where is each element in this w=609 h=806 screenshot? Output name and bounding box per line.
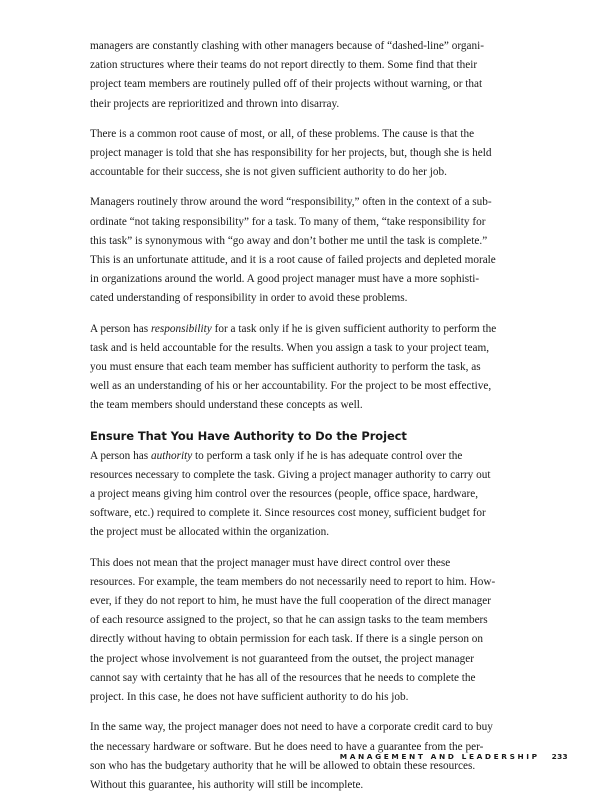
body-paragraph	[90, 125, 528, 183]
text-line: this task” is synonymous with “go away and don’t bother me until the task is complete.”	[90, 234, 488, 247]
text-line: project team members are routinely pulled off of their projects without warning, or that	[90, 78, 483, 91]
text-line: their projects are reprioritized and thrown into disarray.	[90, 97, 340, 110]
text-line: This does not mean that the project manager must have direct control over these	[90, 556, 451, 569]
section-heading: Ensure That You Have Authority to Do the Project	[90, 428, 407, 443]
text-line: of each resource assigned to the project, so that he can assign tasks to the team members	[90, 614, 488, 627]
text-line: task and is held accountable for the results. When you assign a task to your project team,	[90, 341, 490, 354]
responsibility-paragraph	[90, 320, 528, 416]
text-line: cannot say with certainty that he has all of the resources that he needs to complete the	[90, 671, 476, 684]
text-run: A person has	[90, 322, 151, 335]
text-line: zation structures where their teams do not report directly to them. Some find that their	[90, 59, 478, 72]
body-paragraph	[90, 193, 528, 308]
text-line: the project whose involvement is not guaranteed from the outset, the project manager	[90, 652, 474, 665]
text-line: managers are constantly clashing with other managers because of “dashed-line” organi-	[90, 40, 485, 52]
page-number: 233	[551, 752, 568, 761]
text-line: resources. For example, the team members do not necessarily need to report to him. How-	[90, 575, 496, 588]
emphasized-term: authority	[150, 449, 193, 462]
text-line: you must ensure that each team member has sufficient authority to perform the task, as	[90, 361, 481, 374]
text-line: This is an unfortunate attitude, and it is a root cause of failed projects and depleted morale	[90, 254, 496, 267]
text-line: ever, if they do not report to him, he must have the full cooperation of the direct manager	[90, 595, 491, 608]
page-body	[90, 37, 528, 806]
body-paragraph	[90, 37, 528, 114]
text-line: well as an understanding of his or her accountability. For the project to be most effective,	[90, 380, 492, 393]
text-line: There is a common root cause of most, or all, of these problems. The cause is that the	[90, 127, 475, 140]
text-line: accountable for their success, she is not given sufficient authority to do her job.	[90, 166, 447, 179]
text-line: ordinate “not taking responsibility” for a task. To many of them, “take responsibility for	[90, 215, 486, 228]
text-line: project manager is told that she has responsibility for her projects, but, though she is held	[90, 147, 492, 160]
text-line: Without this guarantee, his authority will still be incomplete.	[90, 778, 364, 791]
text-run: for a task only if he is given sufficient authority to perform the	[211, 322, 497, 335]
text-line: son who has the budgetary authority that he will be allowed to obtain these resources.	[90, 759, 476, 772]
text-line: in organizations around the world. A good project manager must have a more sophisti-	[90, 273, 480, 286]
text-line: software, etc.) required to complete it. Since resources cost money, sufficient budget for	[90, 507, 486, 520]
text-line: a project means giving him control over the resources (people, office space, hardware,	[90, 488, 479, 501]
authority-paragraph	[90, 447, 528, 543]
page-footer	[340, 752, 568, 761]
text-line: project. In this case, he does not have sufficient authority to do his job.	[90, 691, 409, 704]
text-line: Managers routinely throw around the word “responsibility,” often in the context of a sub-	[90, 196, 492, 209]
text-run: A person has	[90, 449, 151, 462]
body-paragraph	[90, 554, 528, 708]
running-head: MANAGEMENT AND LEADERSHIP	[339, 752, 540, 761]
text-line: directly without having to obtain permission for each task. If there is a single person on	[90, 633, 484, 646]
text-line: resources necessary to complete the task. Giving a project manager authority to carry out	[90, 468, 491, 481]
emphasized-term: responsibility	[150, 322, 212, 335]
text-line: In the same way, the project manager does not need to have a corporate credit card to buy	[90, 721, 493, 734]
text-line: the necessary hardware or software. But he does need to have a guarantee from the per-	[90, 740, 484, 753]
text-line: the project must be allocated within the organization.	[90, 526, 330, 539]
text-line: cated understanding of responsibility in order to avoid these problems.	[90, 292, 408, 305]
text-run: to perform a task only if he is has adequate control over the	[192, 449, 463, 462]
text-line: the team members should understand these concepts as well.	[90, 399, 363, 412]
